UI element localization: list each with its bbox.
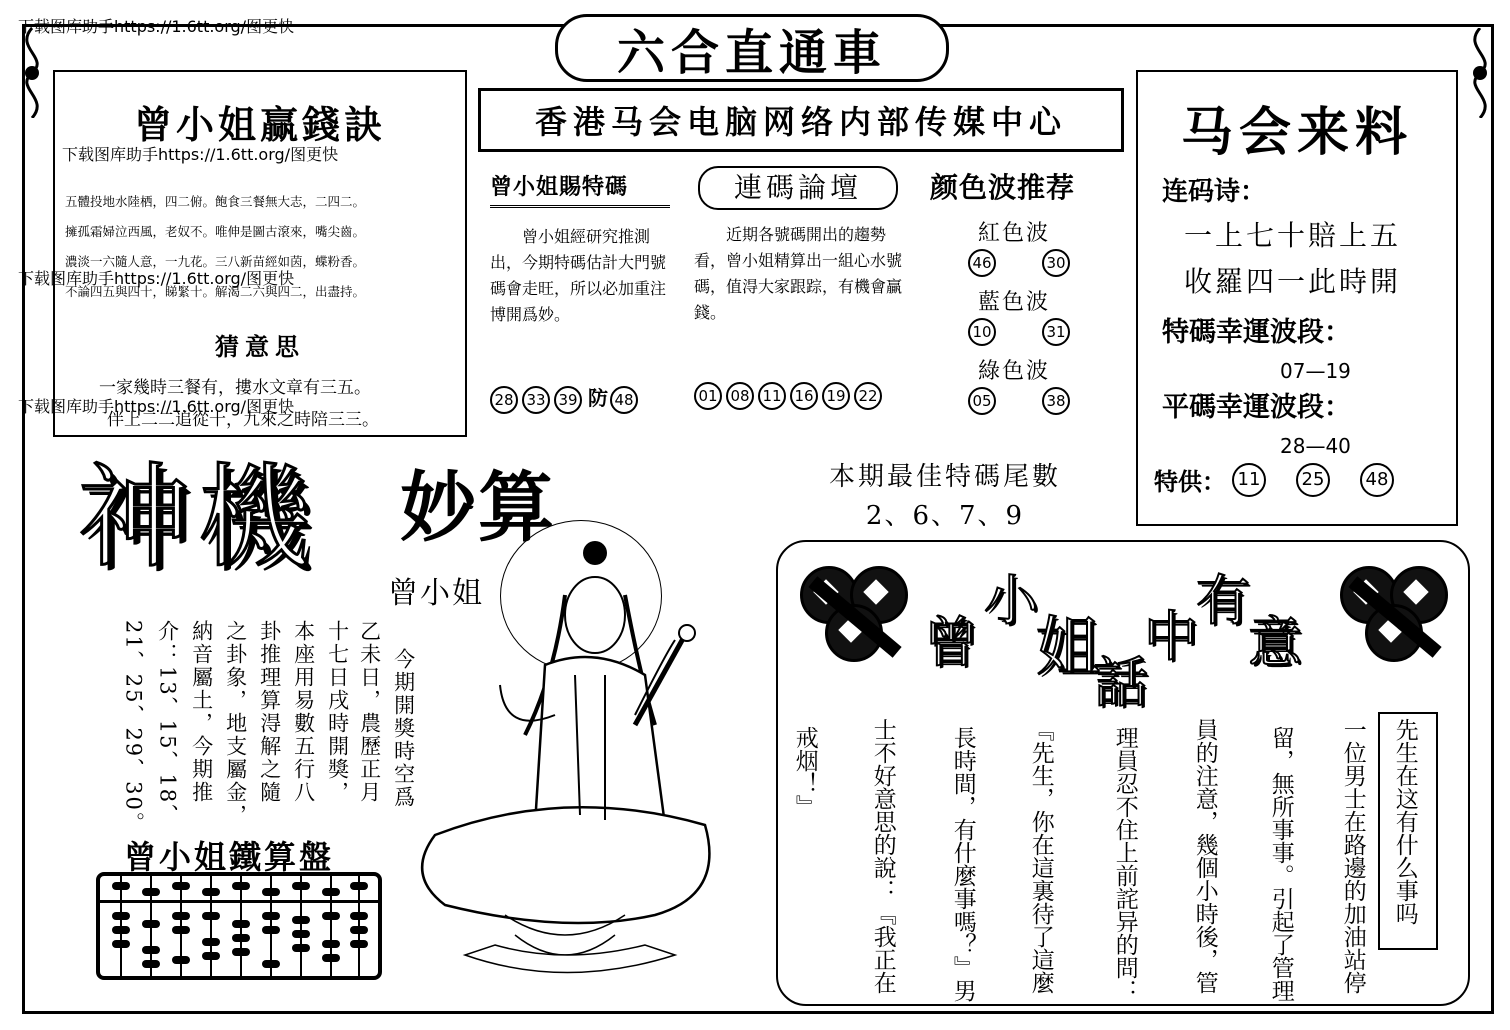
left-box [53, 70, 467, 437]
prediction-column: 之卦象，地支屬金， [223, 620, 248, 827]
story-title-char: 話 [1094, 651, 1148, 714]
watermark-left-1: 下载图库助手https://1.6tt.org/图更快 [62, 145, 339, 164]
verse-line: 伴上二二追從十，九來之時陪三三。 [107, 410, 379, 430]
story-title-char: 小 [984, 569, 1038, 632]
prediction-column: 納音屬土，今期推 [189, 620, 214, 804]
wave-name: 藍色波 [978, 290, 1051, 315]
special-wave-range: 07—19 [1280, 359, 1351, 383]
number-ball: 10 [968, 318, 996, 346]
number-ball: 46 [968, 249, 996, 277]
poem-line: 五體投地水陸栖，四二俯。飽食三餐無大志，二四二。 [65, 194, 366, 209]
watermark-top: 下载图库助手https://1.6tt.org/图更快 [18, 17, 295, 36]
number-ball: 48 [1360, 463, 1394, 497]
shenji-title: 神機 [78, 453, 318, 583]
prediction-column: 本座用易數五行八 [291, 620, 316, 804]
prediction-column: 介：13、15、18、 [155, 620, 180, 828]
special-balls [490, 382, 642, 414]
number-ball: 33 [522, 386, 550, 414]
story-title-char: 曾 [924, 611, 978, 674]
abacus-title: 曾小姐鐵算盤 [124, 838, 335, 876]
miaosuan-title: 妙算 [400, 463, 556, 552]
number-ball: 22 [854, 382, 882, 410]
prediction-column: 十七日戌時開獎， [325, 620, 350, 804]
number-ball: 48 [610, 386, 638, 414]
guard-label: 防 [588, 386, 608, 410]
story-column: 員的注意，幾個小時後，管 [1191, 718, 1218, 994]
tail-numbers [790, 456, 1100, 532]
story-column: 一位男士在路邊的加油站停 [1339, 718, 1366, 994]
story-title-char: 姐 [1036, 611, 1100, 685]
forum-title: 連碼論壇 [698, 166, 898, 210]
right-poem-line: 收羅四一此時開 [1184, 265, 1402, 298]
poem-label: 连码诗： [1162, 177, 1267, 207]
tail-numbers-value: 2、6、7、9 [865, 501, 1025, 531]
story-column: 士不好意思的說：『我正在 [869, 718, 896, 994]
number-ball: 30 [1042, 249, 1070, 277]
number-ball: 01 [694, 382, 722, 410]
special-section [490, 170, 670, 420]
wave-name: 紅色波 [978, 221, 1051, 246]
abacus [96, 872, 382, 980]
left-box-subtitle: 猜意思 [215, 332, 305, 361]
flat-wave-range: 28—40 [1280, 434, 1351, 458]
corner-ornament-top-right [1462, 28, 1498, 118]
story-title-char: 有 [1196, 569, 1250, 632]
left-box-title: 曾小姐赢錢訣 [133, 103, 386, 147]
color-wave-title: 颜色波推荐 [930, 171, 1076, 204]
flat-wave-label: 平碼幸運波段： [1162, 392, 1351, 423]
wave-name: 綠色波 [978, 359, 1051, 384]
number-ball: 28 [490, 386, 518, 414]
subtitle-box [478, 88, 1124, 152]
story-title-char: 意 [1248, 611, 1302, 674]
verse-line: 一家幾時三餐有，摟水文章有三五。 [99, 378, 371, 398]
poem-line: 擁孤霜婦泣西風，老奴不。唯伸是圖古滾來，嘴尖齒。 [65, 224, 366, 239]
story-column: 留，無所事事。引起了管理 [1267, 726, 1294, 1002]
wave-balls [968, 249, 1120, 277]
number-ball: 39 [554, 386, 582, 414]
number-ball: 25 [1296, 463, 1330, 497]
left-box-poem [55, 187, 465, 307]
special-wave-label: 特碼幸運波段： [1162, 317, 1351, 348]
special-text: 曾小姐經研究推測出，今期特碼估計大門號碼會走旺，所以必加重注博開爲妙。 [490, 227, 667, 324]
prediction-column: 今期開獎時空爲 [391, 648, 416, 809]
right-poem-line: 一上七十賠上五 [1184, 219, 1402, 252]
forum-text: 近期各號碼開出的趨勢看，曾小姐精算出一組心水號碼，值淂大家跟踪，有機會贏錢。 [694, 225, 903, 322]
color-wave-section [930, 166, 1120, 416]
right-box [1136, 70, 1458, 526]
author-name: 曾小姐 [388, 576, 484, 611]
special-title: 曾小姐賜特碼 [490, 170, 670, 208]
offer-label: 特供： [1154, 468, 1226, 496]
number-ball: 31 [1042, 318, 1070, 346]
poem-line: 濃淡一六隨人意，一九花。三八新苗經如茵，蝶粉香。 [65, 254, 366, 269]
left-box-verse [55, 372, 465, 436]
banner-title: 六合直通車 [555, 14, 949, 82]
corner-ornament-top-left [14, 28, 50, 118]
story-column: 『先生，你在這裏待了這麼 [1027, 718, 1054, 994]
offer-row [1154, 462, 1456, 497]
watermark-left-2: 下载图库助手https://1.6tt.org/图更快 [18, 269, 295, 288]
story-column: 戒烟！』 [791, 726, 818, 818]
number-ball: 16 [790, 382, 818, 410]
number-ball: 19 [822, 382, 850, 410]
number-ball: 05 [968, 387, 996, 415]
prediction-column: 21、25、29、30。 [121, 620, 146, 835]
number-ball: 38 [1042, 387, 1070, 415]
poem-line: 不論四五與四十，睇緊十。解渴二六與四二，出盡持。 [65, 284, 366, 299]
coin-cluster-left [800, 566, 910, 666]
wave-balls [968, 387, 1120, 415]
forum-balls [694, 382, 886, 410]
story-title-char: 中 [1144, 605, 1198, 668]
right-box-title: 马会来料 [1180, 102, 1413, 163]
coin-cluster-right [1340, 566, 1450, 666]
story-column: 理員忍不住上前詫异的問： [1111, 726, 1138, 1002]
prediction-column: 乙未日，農歷正月 [357, 620, 382, 804]
subtitle: 香港马会电脑网络内部传媒中心 [534, 103, 1067, 141]
prediction-column: 卦推理算淂解之隨 [257, 620, 282, 804]
wave-balls [968, 318, 1120, 346]
story-boxed-line: 先生在这有什么事吗 [1391, 718, 1418, 925]
seated-figure-illustration [405, 535, 730, 990]
number-ball: 08 [726, 382, 754, 410]
forum-section [694, 166, 909, 420]
number-ball: 11 [1232, 463, 1266, 497]
tail-numbers-title: 本期最佳特碼尾數 [828, 462, 1061, 492]
number-ball: 11 [758, 382, 786, 410]
watermark-left-3: 下载图库助手https://1.6tt.org/图更快 [18, 397, 295, 416]
story-column: 長時間，有什麼事嗎？』男 [949, 726, 976, 1002]
